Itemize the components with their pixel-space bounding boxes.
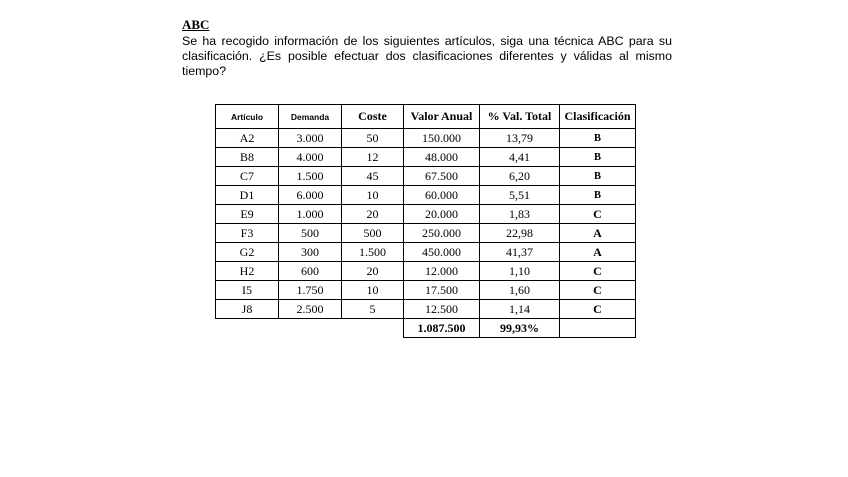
table-row xyxy=(216,243,636,262)
cell-clasificacion: A xyxy=(560,224,636,243)
problem-statement: Se ha recogido información de los siguientes artículos, siga una técnica ABC para su clasificación. ¿Es posible efectuar dos clasificaciones diferentes y válidas al mismo tiempo? xyxy=(182,34,672,78)
cell-coste: 500 xyxy=(342,224,404,243)
cell-articulo: B8 xyxy=(216,148,279,167)
cell-pct-total: 4,41 xyxy=(480,148,560,167)
cell-coste: 10 xyxy=(342,186,404,205)
header-articulo: Artículo xyxy=(216,105,279,129)
table-row xyxy=(216,186,636,205)
abc-table xyxy=(215,104,636,338)
cell-valor-anual: 48.000 xyxy=(404,148,480,167)
cell-clasificacion: B xyxy=(560,129,636,148)
totals-empty-cell xyxy=(279,319,342,338)
cell-demanda: 1.500 xyxy=(279,167,342,186)
totals-empty-cell xyxy=(216,319,279,338)
cell-demanda: 1.750 xyxy=(279,281,342,300)
table-row xyxy=(216,300,636,319)
cell-valor-anual: 20.000 xyxy=(404,205,480,224)
cell-pct-total: 1,14 xyxy=(480,300,560,319)
cell-articulo: E9 xyxy=(216,205,279,224)
cell-coste: 5 xyxy=(342,300,404,319)
cell-demanda: 3.000 xyxy=(279,129,342,148)
total-clasificacion xyxy=(560,319,636,338)
cell-pct-total: 5,51 xyxy=(480,186,560,205)
cell-clasificacion: B xyxy=(560,148,636,167)
header-coste: Coste xyxy=(342,105,404,129)
cell-articulo: D1 xyxy=(216,186,279,205)
cell-pct-total: 1,60 xyxy=(480,281,560,300)
table-row xyxy=(216,129,636,148)
cell-pct-total: 1,83 xyxy=(480,205,560,224)
header-clasificacion: Clasificación xyxy=(560,105,636,129)
cell-demanda: 600 xyxy=(279,262,342,281)
cell-pct-total: 1,10 xyxy=(480,262,560,281)
cell-clasificacion: A xyxy=(560,243,636,262)
cell-coste: 45 xyxy=(342,167,404,186)
cell-demanda: 2.500 xyxy=(279,300,342,319)
cell-articulo: H2 xyxy=(216,262,279,281)
cell-pct-total: 22,98 xyxy=(480,224,560,243)
cell-valor-anual: 150.000 xyxy=(404,129,480,148)
table-row xyxy=(216,205,636,224)
cell-coste: 10 xyxy=(342,281,404,300)
cell-valor-anual: 60.000 xyxy=(404,186,480,205)
table-body xyxy=(216,129,636,319)
cell-pct-total: 6,20 xyxy=(480,167,560,186)
table-row xyxy=(216,224,636,243)
cell-coste: 1.500 xyxy=(342,243,404,262)
cell-coste: 50 xyxy=(342,129,404,148)
cell-clasificacion: B xyxy=(560,167,636,186)
cell-articulo: I5 xyxy=(216,281,279,300)
cell-demanda: 300 xyxy=(279,243,342,262)
cell-clasificacion: C xyxy=(560,281,636,300)
cell-articulo: G2 xyxy=(216,243,279,262)
cell-coste: 20 xyxy=(342,205,404,224)
table-header-row xyxy=(216,105,636,129)
table-row xyxy=(216,148,636,167)
cell-pct-total: 41,37 xyxy=(480,243,560,262)
cell-clasificacion: C xyxy=(560,300,636,319)
cell-articulo: F3 xyxy=(216,224,279,243)
cell-pct-total: 13,79 xyxy=(480,129,560,148)
cell-valor-anual: 12.000 xyxy=(404,262,480,281)
cell-valor-anual: 450.000 xyxy=(404,243,480,262)
table-row xyxy=(216,262,636,281)
table-row xyxy=(216,167,636,186)
cell-articulo: A2 xyxy=(216,129,279,148)
header-demanda: Demanda xyxy=(279,105,342,129)
cell-demanda: 6.000 xyxy=(279,186,342,205)
cell-articulo: J8 xyxy=(216,300,279,319)
cell-articulo: C7 xyxy=(216,167,279,186)
cell-valor-anual: 67.500 xyxy=(404,167,480,186)
cell-clasificacion: C xyxy=(560,205,636,224)
cell-demanda: 1.000 xyxy=(279,205,342,224)
cell-clasificacion: B xyxy=(560,186,636,205)
table-row xyxy=(216,281,636,300)
document-title: ABC xyxy=(182,17,210,32)
cell-demanda: 500 xyxy=(279,224,342,243)
header-valor-anual: Valor Anual xyxy=(404,105,480,129)
totals-empty-cell xyxy=(342,319,404,338)
total-pct: 99,93% xyxy=(480,319,560,338)
cell-clasificacion: C xyxy=(560,262,636,281)
cell-demanda: 4.000 xyxy=(279,148,342,167)
totals-row xyxy=(216,319,636,338)
cell-valor-anual: 17.500 xyxy=(404,281,480,300)
header-pct-val-total: % Val. Total xyxy=(480,105,560,129)
total-valor-anual: 1.087.500 xyxy=(404,319,480,338)
cell-coste: 20 xyxy=(342,262,404,281)
cell-valor-anual: 250.000 xyxy=(404,224,480,243)
cell-valor-anual: 12.500 xyxy=(404,300,480,319)
cell-coste: 12 xyxy=(342,148,404,167)
